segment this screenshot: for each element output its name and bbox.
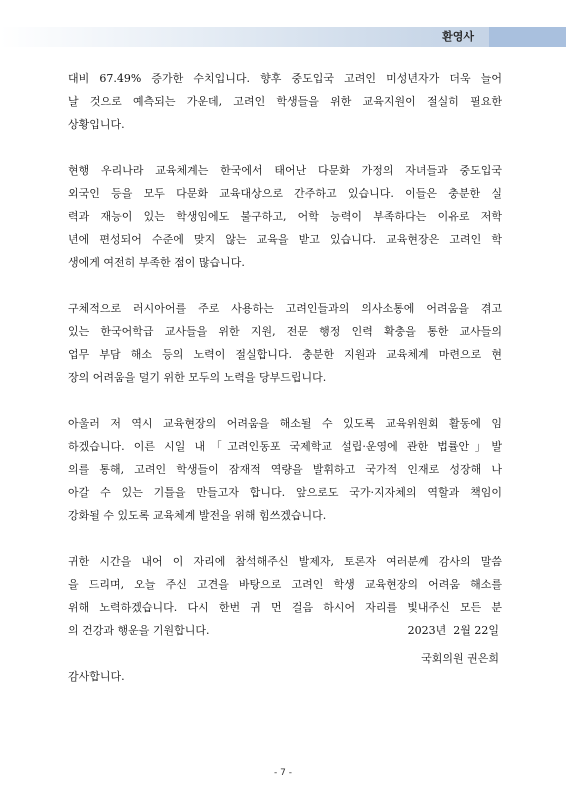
paragraph-1 [68, 67, 502, 136]
text-line: 을 드리며, 오늘 주신 고견을 바탕으로 고려인 학생 교육현장의 어려움 해소를 [68, 578, 502, 591]
text-line: 상황입니다. [68, 118, 125, 131]
text-line: 의 건강과 행운을 기원합니다. [68, 624, 210, 637]
text-line: 력과 재능이 있는 학생임에도 불구하고, 어학 능력이 부족하다는 이유로 저학 [68, 210, 502, 223]
text-line: 현행 우리나라 교육체계는 한국에서 태어난 다문화 가정의 자녀들과 중도입국 [68, 164, 502, 177]
text-line: 강화될 수 있도록 교육체계 발전을 위해 힘쓰겠습니다. [68, 509, 327, 522]
paragraph-3 [68, 297, 502, 389]
section-title: 환영사 [442, 30, 474, 43]
text-line: 아갈 수 있는 기틀을 만들고자 합니다. 앞으로도 국가·지자체의 역할과 책임이 [68, 486, 502, 499]
paragraph-2 [68, 159, 502, 274]
text-line: 하겠습니다. 이른 시일 내「고려인동포 국제학교 설립·운영에 관한 법률안」발 [68, 440, 502, 453]
paragraph-4 [68, 412, 502, 527]
text-line: 귀한 시간을 내어 이 자리에 참석해주신 발제자, 토론자 여러분께 감사의 말씀 [68, 555, 502, 568]
text-line: 감사합니다. [68, 670, 125, 683]
text-line: 년에 편성되어 수준에 맞지 않는 교육을 받고 있습니다. 교육현장은 고려인 학 [68, 233, 502, 246]
document-body [68, 67, 502, 688]
text-line: 위해 노력하겠습니다. 다시 한번 귀 먼 걸음 하시어 자리를 빛내주신 모든 분 [68, 601, 502, 614]
header-accent-block [489, 27, 566, 47]
text-line: 아울러 저 역시 교육현장의 어려움을 해소될 수 있도록 교육위원회 활동에 임 [68, 417, 502, 430]
signature-block [408, 617, 499, 673]
text-line: 업무 부담 해소 등의 노력이 절실합니다. 충분한 지원과 교육체계 마련으로 현 [68, 348, 502, 361]
text-line: 있는 한국어학급 교사들을 위한 지원, 전문 행정 인력 확충을 통한 교사들의 [68, 325, 502, 338]
signature-date: 2023년 2월 22일 [407, 624, 499, 637]
text-line: 의를 통해, 고려인 학생들이 잠재적 역량을 발휘하고 국가적 인재로 성장해 나 [68, 463, 502, 476]
signature-author: 국회의원 권은희 [421, 652, 499, 665]
header-band [0, 27, 566, 47]
text-line: 구체적으로 러시아어를 주로 사용하는 고려인들과의 의사소통에 어려움을 겪고 [68, 302, 502, 315]
page-number: - 7 - [274, 768, 292, 778]
text-line: 생에게 여전히 부족한 점이 많습니다. [68, 256, 245, 269]
text-line: 외국인 등을 모두 다문화 교육대상으로 간주하고 있습니다. 이들은 충분한 실 [68, 187, 502, 200]
text-line: 대비 67.49% 증가한 수치입니다. 향후 중도입국 고려인 미성년자가 더욱 늘어 [68, 72, 502, 85]
text-line: 장의 어려움을 덜기 위한 모두의 노력을 당부드립니다. [68, 371, 327, 384]
text-line: 날 것으로 예측되는 가운데, 고려인 학생들을 위한 교육지원이 절실히 필요한 [68, 95, 502, 108]
